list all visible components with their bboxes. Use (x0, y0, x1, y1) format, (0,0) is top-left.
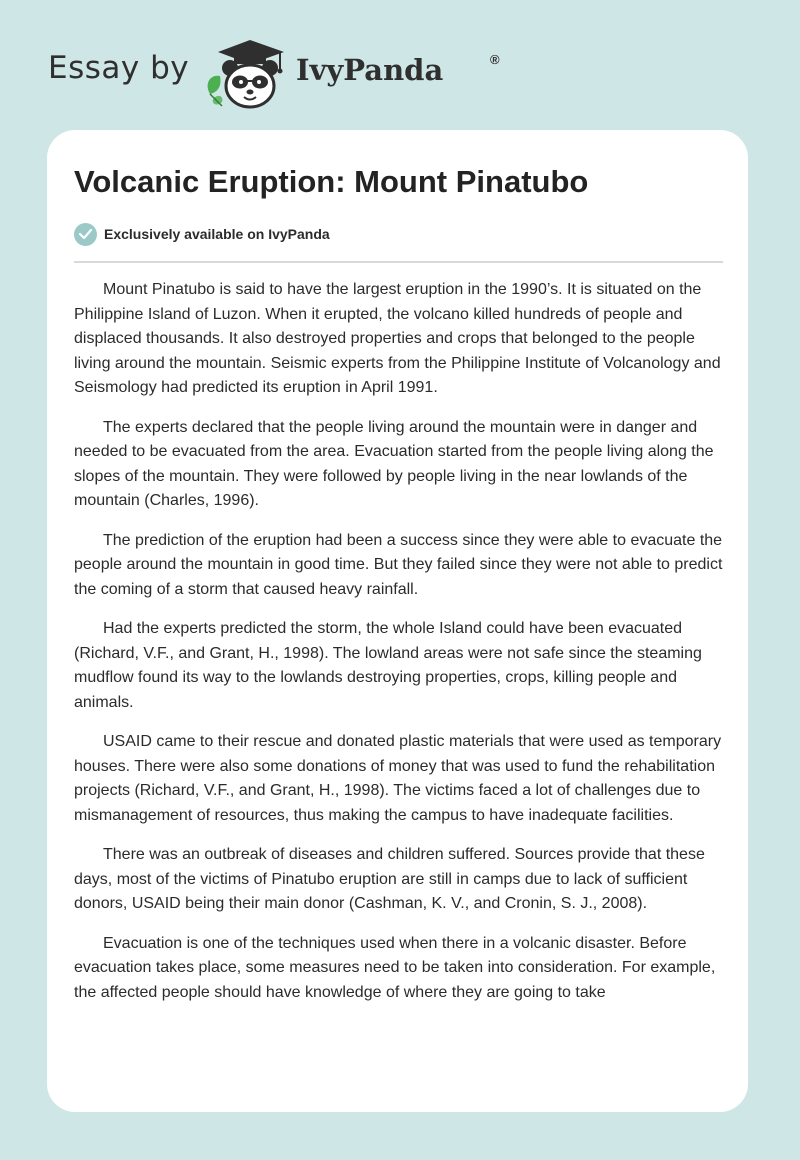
essay-title: Volcanic Eruption: Mount Pinatubo (74, 164, 589, 199)
exclusive-badge (74, 222, 330, 246)
registered-mark: ® (490, 52, 500, 67)
checkmark-icon (79, 229, 92, 239)
title-divider (74, 261, 723, 263)
paragraph: The experts declared that the people living around the mountain were in danger and needed to be evacuated from the area. Evacuation started from the people living along the slopes of the mountain. They were followed by people living in the near lowlands of the mountain (Charles, 1996). (74, 418, 714, 509)
check-circle-icon (74, 223, 97, 246)
essay-card (47, 130, 748, 1112)
paragraph: Mount Pinatubo is said to have the largest eruption in the 1990’s. It is situated on the Philippine Island of Luzon. When it erupted, the volcano killed hundreds of people and displaced thousands. It also destroyed properties and crops that belonged to the people living around the mountain. Seismic experts from the Philippine Institute of Volcanology and Seismology had predicted its eruption in April 1991. (74, 281, 721, 396)
brand-prefix: Essay by (48, 50, 190, 86)
paragraph: The prediction of the eruption had been a success since they were able to evacuate the people around the mountain in good time. But they failed since they were not able to predict the coming of a storm that caused heavy rainfall. (74, 531, 723, 598)
brand-header[interactable] (48, 36, 500, 112)
badge-label: Exclusively available on IvyPanda (104, 226, 330, 242)
brand-name: IvyPanda (296, 53, 444, 87)
paragraph: Had the experts predicted the storm, the whole Island could have been evacuated (Richard, V.F., and Grant, H., 1998). The lowland areas were not safe since the steaming mudflow found its way to the lowlands destroying properties, crops, killing people and animals. (74, 620, 702, 711)
panda-graduate-icon (200, 36, 292, 112)
paragraph: Evacuation is one of the techniques used when there in a volcanic disaster. Before evacuation takes place, some measures need to be taken into consideration. For example, the affected people should have knowledge of where they are going to take (74, 934, 716, 1001)
essay-body (74, 278, 725, 1020)
paragraph: USAID came to their rescue and donated plastic materials that were used as temporary houses. There were also some donations of money that was used to fund the rehabilitation projects (Richard, V.F., and Grant, H., 1998). The victims faced a lot of challenges due to mismanagement of resources, thus making the campus to have inadequate facilities. (74, 733, 722, 824)
paragraph: There was an outbreak of diseases and children suffered. Sources provide that these days, most of the victims of Pinatubo eruption are still in camps due to lack of sufficient donors, USAID being their main donor (Cashman, K. V., and Cronin, S. J., 2008). (74, 846, 705, 912)
